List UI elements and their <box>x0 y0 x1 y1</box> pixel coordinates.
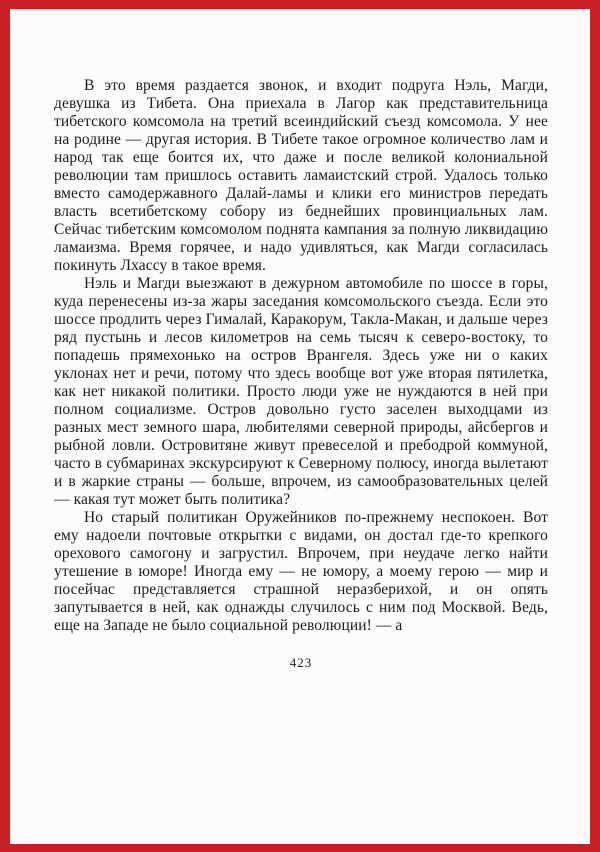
page-text <box>54 77 548 635</box>
paragraph: Но старый политикан Оружейников по-прежнему неспокоен. Вот ему надоели почтовые открытки с видами, он достал где-то крепкого орехового самогону и загрустил. Впрочем, при неудаче легко найти утешение в юморе! Иногда ему — не юмору, а моему герою — мир и посейчас представляется страшной неразберихой, и он опять запутывается в ней, как однажды случилось с ним под Москвой. Ведь, еще на Западе не было социальной революции! — а <box>54 509 548 634</box>
page-number: 423 <box>289 655 313 670</box>
book-page <box>10 9 590 844</box>
paragraph: В это время раздается звонок, и входит подруга Нэль, Магди, девушка из Тибета. Она приехала в Лагор как представительница тибетского комсомола на третий всеиндийский съезд комсомола. У нее на родине — другая история. В Тибете такое огромное количество лам и народ так еще боится их, что даже и после великой колониальной революции там пришлось оставить ламаистский строй. Удалось только вместо самодержавного Далай-ламы и клики его министров передать власть всетибетскому собору из беднейших провинциальных лам. Сейчас тибетским комсомолом поднята кампания за полную ликвидацию ламаизма. Время горячее, и надо удивляться, как Магди согласилась покинуть Лхассу в такое время. <box>54 77 548 274</box>
paragraph: Нэль и Магди выезжают в дежурном автомобиле по шоссе в горы, куда перенесены из-за жары заседания комсомольского съезда. Если это шоссе продлить через Гималай, Каракорум, Такла-Макан, и дальше через ряд пустынь и лесов километров на семь тысяч к северо-востоку, то попадешь прямехонько на остров Врангеля. Здесь уже ни о каких уклонах нет и речи, потому что здесь вообще вот уже вторая пятилетка, как нет никакой политики. Просто люди уже не нуждаются в ней при полном социализме. Остров довольно густо заселен выходцами из разных мест земного шара, любителями северной природы, айсбергов и рыбной ловли. Островитяне живут превеселой и пребодрой коммуной, часто в субмаринах экскурсируют к Северному полюсу, иногда вылетают и в жаркие страны — больше, впрочем, из самообразовательных целей — какая тут может быть политика? <box>54 275 548 508</box>
